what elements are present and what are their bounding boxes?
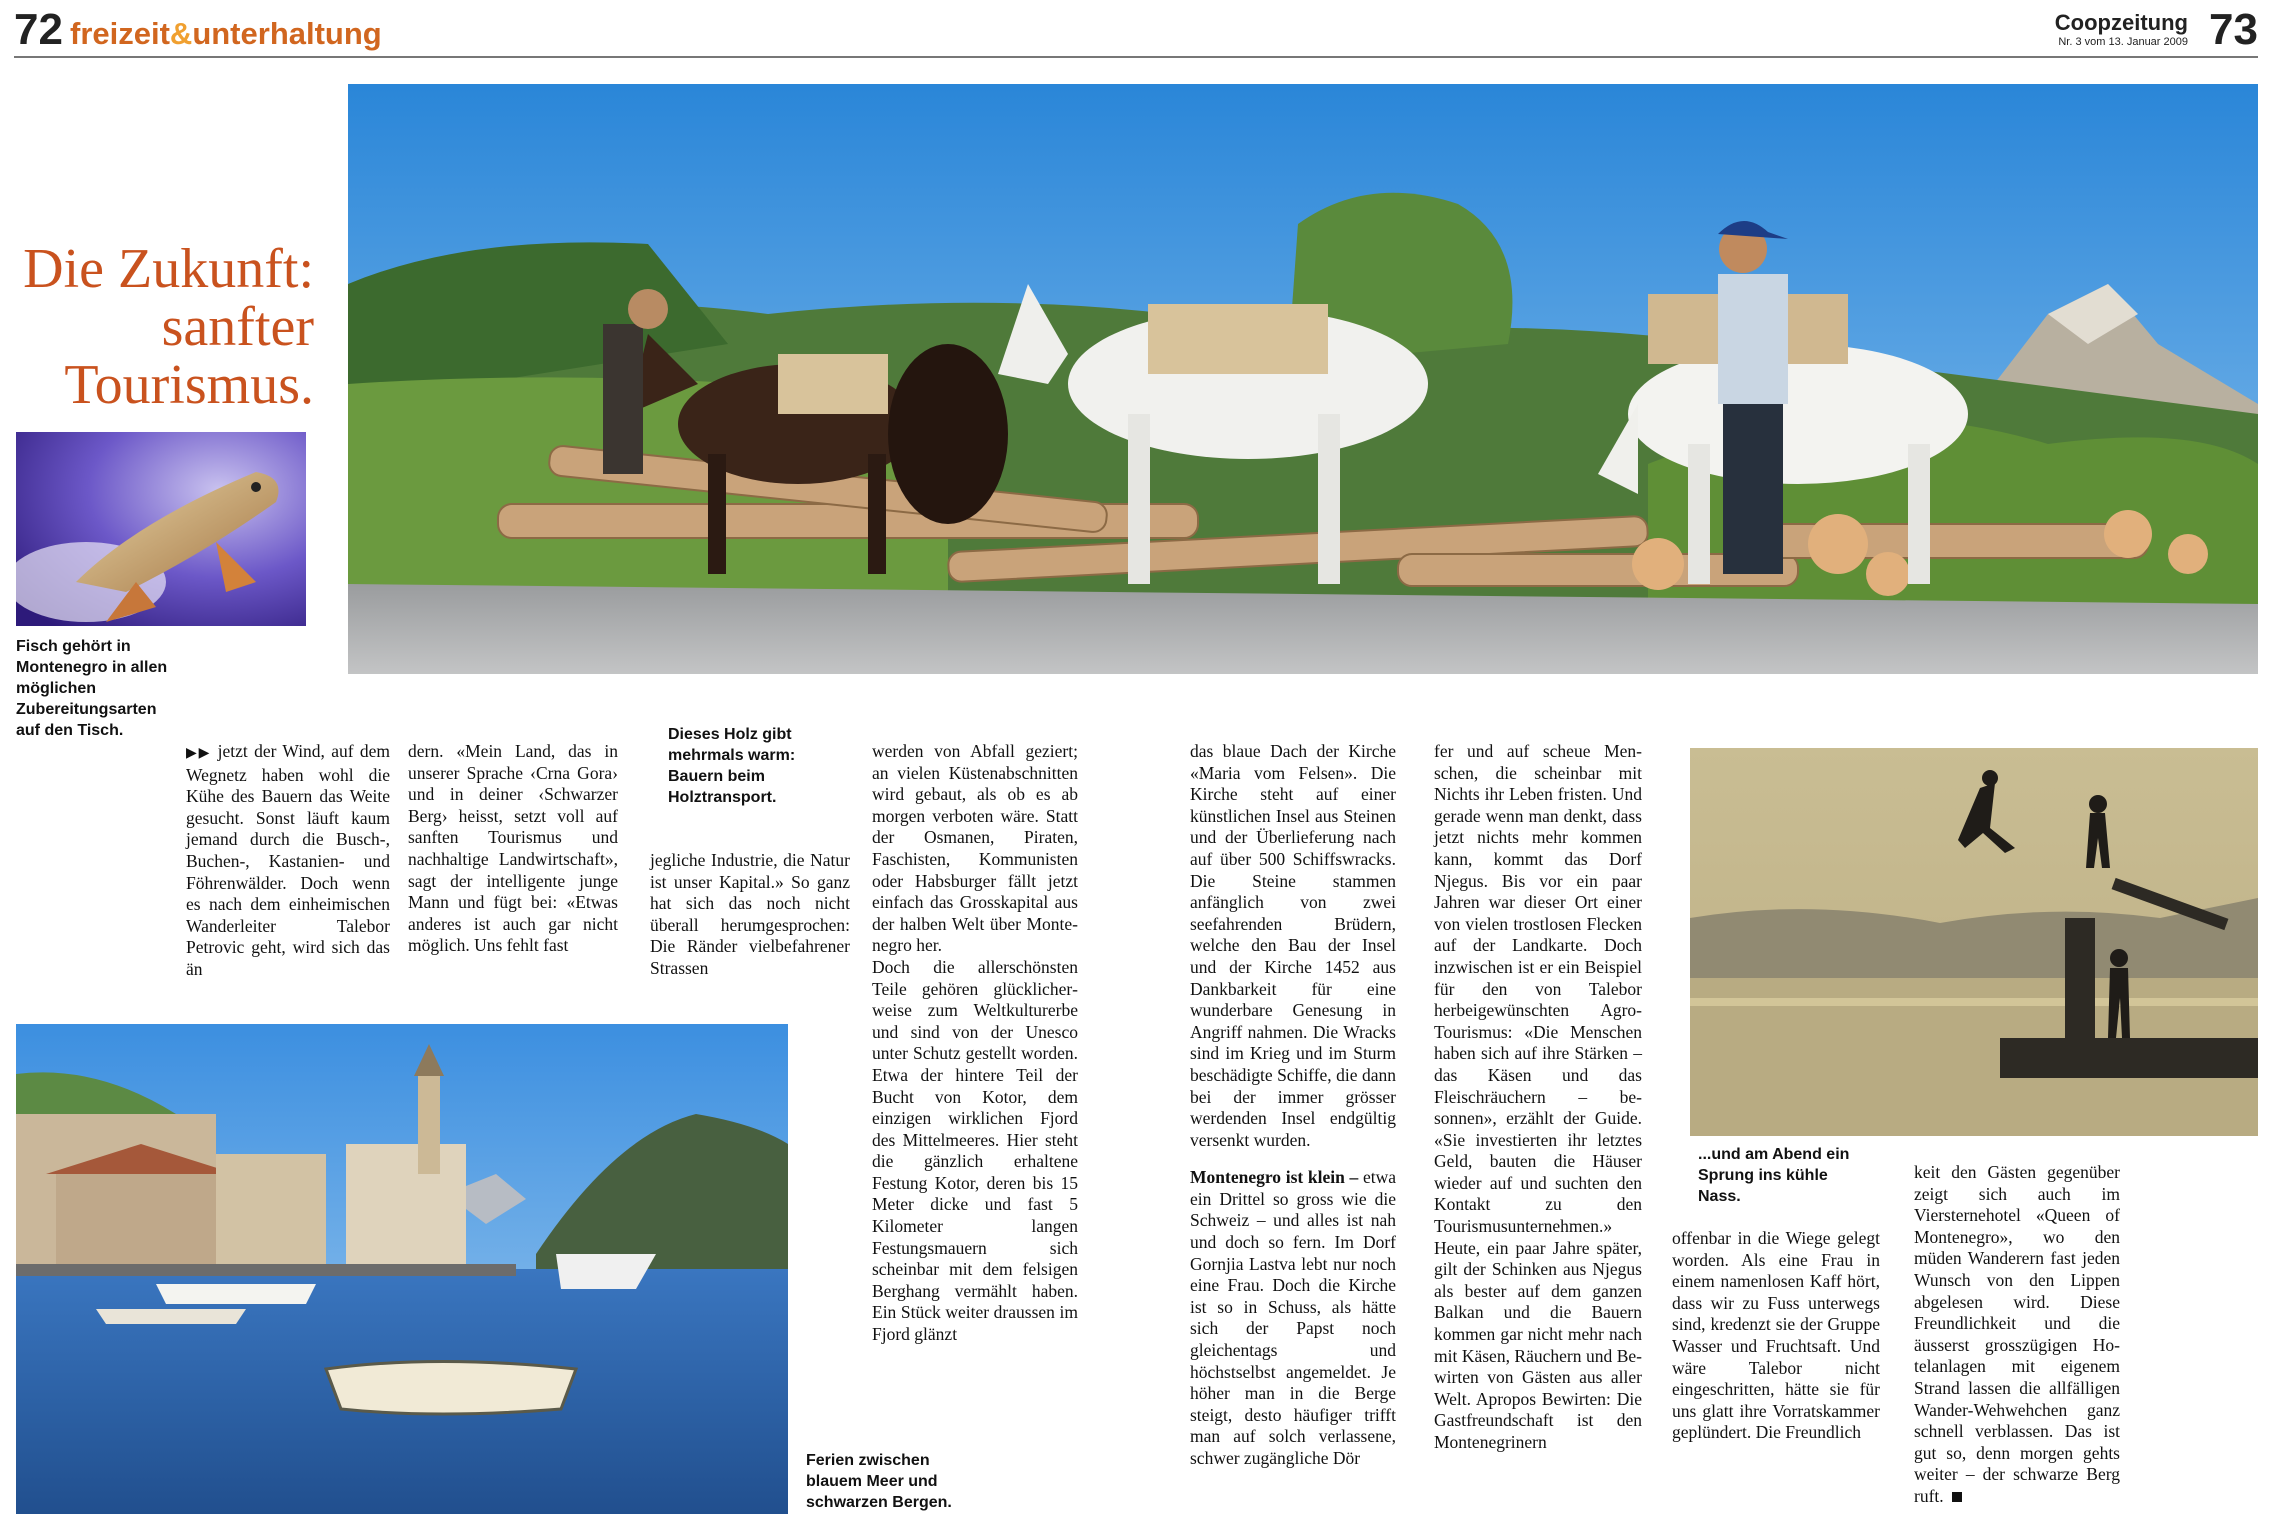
column-2-text: dern. «Mein Land, das in unserer Sprache ‹Crna Gora› und in deiner ‹Schwarzer Berg› heisst, setzt voll auf sanften Tourismus und nachhaltige Landwirtschaft», sagt der intelligente junge Mann und fügt bei: «Etwas anderes ist auch gar nicht möglich. Uns fehlt fast (408, 741, 618, 956)
section-title-b: unterhaltung (192, 16, 382, 51)
end-mark (1952, 1492, 1962, 1502)
headline-line-3: Tourismus. (64, 354, 314, 416)
column-4b-text: Doch die allerschönsten Teile gehören glücklicherweise zum Weltkulturerbe und sind von der Unesco unter Schutz gestellt worden. Etwa der hintere Teil der Bucht von Kotor, dem einzigen wirklichen Fjord des Mittelmeeres. Hier steht die gänzlich erhaltene Festung Kotor, deren bis 15 Meter dicke und fast 5 Kilometer langen Festungsmauern sich scheinbar mit dem felsigen Berghang vermählt haben. Ein Stück weiter draussen im Fjord glänzt (872, 956, 1078, 1345)
section-title (70, 14, 382, 54)
header-rule (14, 56, 2258, 58)
article-column-2 (408, 741, 618, 957)
column-1-text: jetzt der Wind, auf dem Wegnetz haben wohl die Kühe des Bauern das Weite gesucht. Sonst läuft kaum jemand durch die Busch-, Buchen-, Kastanien- und Föhrenwälder. Doch wenn es nach dem einheimischen Wanderleiter Talebor Petrovic geht, wird sich das än (186, 741, 390, 979)
page-number-left: 72 (14, 5, 63, 54)
section-title-a: freizeit (70, 16, 170, 51)
column-7-text: offenbar in die Wiege gelegt worden. Als eine Frau in einem namenlosen Kaff hört, dass wir zu Fuss unterwegs sind, kredenzt sie der Gruppe Wasser und Fruchtsaft. Und wäre Talebor nicht eingeschritten, hätte sie für uns glatt ihre Vorratskammer geplündert. Die Freundlich (1672, 1228, 1880, 1443)
column-5a-text: das blaue Dach der Kirche «Maria vom Felsen». Die Kirche steht auf einer künstlichen Insel aus Steinen und der Überlieferung nach auf über 500 Schiffswracks. Die Steine stammen anfänglich von zwei seefahrenden Brüdern, welche den Bau der Insel und der Kirche 1452 aus Dankbarkeit für eine wunderbare Genesung in Angriff nahmen. Die Wracks sind im Krieg und im Sturm beschädigte Schiffe, die dann bei der immer grösser werdenden Insel endgültig versenkt wurden. (1190, 741, 1396, 1150)
article-column-5 (1190, 741, 1396, 1470)
article-column-7 (1672, 1228, 1880, 1444)
caption-coast: Ferien zwischen blauem Meer und schwarzen Bergen. (806, 1452, 952, 1511)
article-column-8 (1914, 1162, 2120, 1508)
caption-evening: ...und am Abend ein Sprung ins kühle Nass. (1698, 1146, 1850, 1205)
issue-date: Nr. 3 vom 13. Januar 2009 (2058, 36, 2188, 48)
column-8-text: keit den Gästen gegenüber zeigt sich auch im Viersternehotel «Queen of Montenegro», wo den müden Wanderern fast jeden Wunsch von den Lippen abgelesen wird. Diese Freundlichkeit und die äusserst grosszügigen Hotelanlagen mit eigenem Strand lassen die allfälligen Wander-Wehwehchen ganz schnell verblassen. Das ist gut so, denn morgen gehts weiter – der schwarze Berg ruft. (1914, 1162, 2120, 1506)
coast-photo (16, 1024, 788, 1514)
article-column-4 (872, 741, 1078, 1346)
caption-wood: Dieses Holz gibt mehrmals warm: Bauern beim Holztransport. (668, 726, 796, 806)
evening-photo (1690, 748, 2258, 1136)
hero-photo-horses (348, 84, 2258, 674)
headline-line-1: Die Zukunft: (23, 238, 314, 300)
fish-photo (16, 432, 306, 626)
page-number-right: 73 (2209, 5, 2258, 54)
section-title-amp: & (169, 16, 193, 51)
brand-name: Coopzeitung (2054, 10, 2188, 35)
headline (14, 240, 314, 414)
column-6-text: fer und auf scheue Menschen, die scheinbar mit Nichts ihr Leben fristen. Und gerade wenn man denkt, dass jetzt nichts mehr kommen kann, kommt das Dorf Njegus. Bis vor ein paar Jahren war dieser Ort einer von vielen trostlosen Flecken auf der Landkarte. Doch inzwischen ist er ein Beispiel für den von Talebor herbeigewünschten Agro-Tourismus: «Die Menschen haben sich auf ihre Stärken – das Käsen und das Fleischräuchern – besonnen», erzählt der Guide. «Sie investierten ihr letztes Geld, bauten die Häuser wieder auf und suchten den Kontakt zu den Tourismusunternehmen.» Heute, ein paar Jahre später, gilt der Schinken aus Njegus als bester auf dem ganzen Balkan und die Bauern kommen gar nicht mehr nach mit Käsen, Räuchern und Bewirten von Gästen aus aller Welt. Apropos Bewirten: Die Gastfreundschaft ist den Montenegrinern (1434, 741, 1642, 1452)
column-3-text: jegliche Industrie, die Natur ist unser Kapital.» So ganz hat sich das noch nicht überall herumgesprochen: Die Ränder vielbefahrener Strassen (650, 850, 850, 978)
article-column-3 (650, 850, 850, 980)
continuation-arrows: ▶▶ (186, 745, 212, 761)
column-5b-text: etwa ein Drittel so gross wie die Schweiz – und alles ist nah und doch so fern. Im Dorf Gornjia Lastva lebt nur noch eine Frau. Doch die Kirche ist so in Schuss, als hätte sich der Papst noch gleichentags und höchstselbst angemeldet. Je höher man in die Berge steigt, desto häufiger trifft man auf solch verlassene, schwer zugängliche Dör (1190, 1167, 1396, 1468)
article-column-1 (186, 741, 390, 981)
caption-fish: Fisch gehört in Montenegro in allen möglichen Zubereitungsarten auf den Tisch. (16, 638, 168, 739)
article-column-6 (1434, 741, 1642, 1454)
headline-line-2: sanfter (161, 296, 314, 358)
subhead-lead: Montenegro ist klein – (1190, 1167, 1359, 1188)
column-4a-text: werden von Abfall geziert; an vielen Küstenabschnitten wird gebaut, als ob es ab morgen verboten wäre. Statt der Osmanen, Piraten, Faschisten, Kommunisten oder Habsburger fällt jetzt einfach das Grosskapital aus der halben Welt über Montenegro her. (872, 741, 1078, 956)
